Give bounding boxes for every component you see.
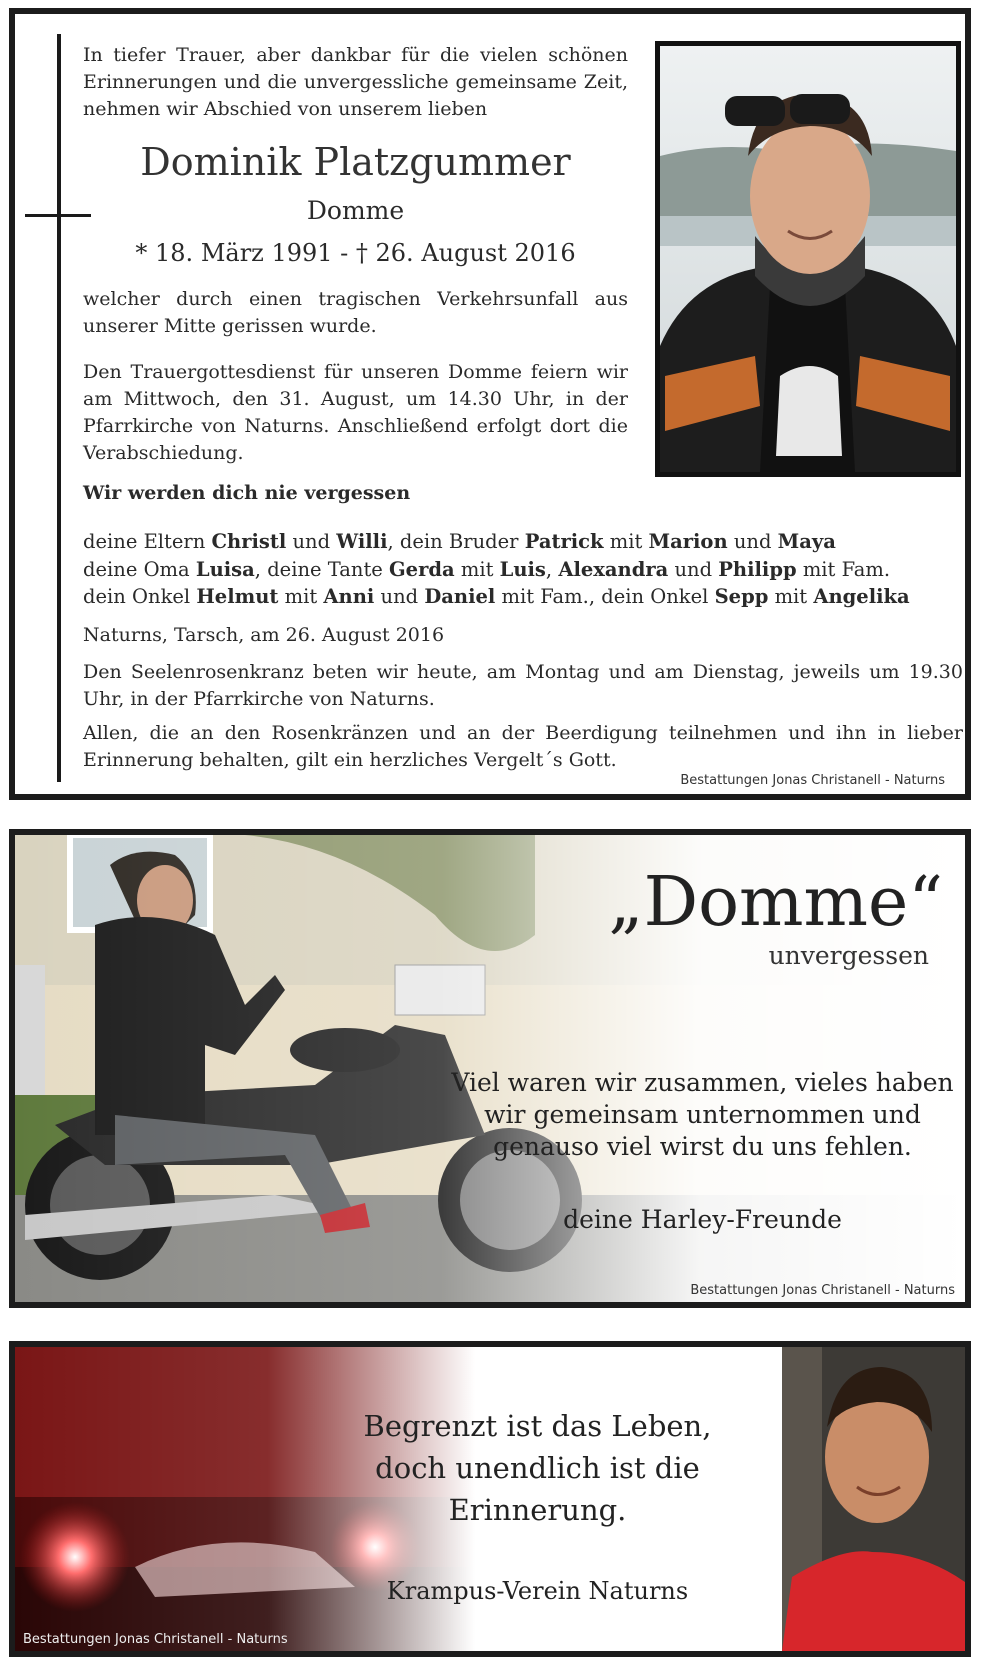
cause-text: welcher durch einen tragischen Verkehrsunfall aus unserer Mitte gerissen wurde. — [83, 288, 628, 337]
family-name: Gerda — [389, 557, 455, 581]
intro-text: In tiefer Trauer, aber dankbar für die vielen schönen Erinnerungen und die unvergessliche gemeinsame Zeit, nehmen wir Abschied von unserem lieben — [83, 44, 628, 120]
funeral-home-credit: Bestattungen Jonas Christanell - Naturns — [690, 1283, 955, 1298]
verse-text — [440, 1067, 965, 1163]
family-name: Marion — [648, 530, 728, 553]
family-name: Sepp — [714, 585, 769, 608]
cross-icon — [57, 34, 61, 782]
deceased-name: Dominik Platzgummer — [140, 140, 571, 184]
family-name: Alexandra — [558, 557, 669, 581]
signature: Krampus-Verein Naturns — [386, 1577, 689, 1605]
signature: deine Harley-Freunde — [563, 1205, 842, 1234]
panel-subtitle: unvergessen — [768, 941, 929, 970]
family-name: Willi — [336, 530, 388, 553]
death-notice-panel — [9, 8, 971, 800]
family-line: dein Onkel Helmut mit Anni und Daniel mit Fam., dein Onkel Sepp mit Angelika — [83, 585, 910, 608]
never-forget-text: Wir werden dich nie vergessen — [83, 482, 411, 504]
harley-friends-panel — [9, 829, 971, 1308]
funeral-home-credit: Bestattungen Jonas Christanell - Naturns — [680, 773, 945, 788]
family-name: Patrick — [524, 530, 604, 553]
cross-bar — [25, 214, 91, 217]
family-name: Maya — [777, 530, 836, 553]
life-dates: * 18. März 1991 - † 26. August 2016 — [135, 239, 576, 267]
family-name: Luis — [499, 557, 546, 581]
nickname: Domme — [306, 196, 405, 225]
quote-line: Begrenzt ist das Leben, — [363, 1409, 712, 1443]
family-line: deine Oma Luisa, deine Tante Gerda mit Luis, Alexandra und Philipp mit Fam. — [83, 557, 891, 581]
verse-line: genauso viel wirst du uns fehlen. — [493, 1132, 912, 1161]
krampus-panel — [9, 1341, 971, 1657]
family-name: Anni — [323, 585, 375, 608]
quote-line: doch unendlich ist die — [375, 1451, 700, 1485]
place-date: Naturns, Tarsch, am 26. August 2016 — [83, 624, 445, 646]
quote-line: Erinnerung. — [448, 1493, 627, 1527]
family-line: deine Eltern Christl und Willi, dein Bruder Patrick mit Marion und Maya — [83, 530, 836, 553]
family-name: Philipp — [718, 557, 797, 581]
quote-text — [355, 1405, 720, 1531]
rosary-text: Den Seelenrosenkranz beten wir heute, am Montag und am Dienstag, jeweils um 19.30 Uhr, in der Pfarrkirche von Naturns. — [83, 661, 963, 710]
verse-line: Viel waren wir zusammen, vieles haben — [451, 1068, 954, 1097]
family-name: Helmut — [196, 585, 279, 608]
portrait-photo — [782, 1347, 965, 1651]
verse-line: wir gemeinsam unternommen und — [484, 1100, 921, 1129]
family-name: Luisa — [195, 557, 255, 581]
thanks-text: Allen, die an den Rosenkränzen und an der Beerdigung teilnehmen und ihn in lieber Erinnerung behalten, gilt ein herzliches Vergelt´s Gott. — [83, 722, 963, 771]
portrait-photo — [655, 41, 961, 477]
panel-title: „Domme“ — [608, 863, 943, 942]
funeral-mass-text: Den Trauergottesdienst für unseren Domme feiern wir am Mittwoch, den 31. August, um 14.30 Uhr, in der Pfarrkirche von Naturns. Anschließend erfolgt dort die Verabschiedung. — [83, 361, 628, 464]
family-list — [83, 528, 943, 611]
funeral-home-credit: Bestattungen Jonas Christanell - Naturns — [23, 1632, 288, 1647]
family-name: Angelika — [813, 585, 910, 608]
family-name: Daniel — [424, 585, 496, 608]
family-name: Christl — [211, 530, 287, 553]
